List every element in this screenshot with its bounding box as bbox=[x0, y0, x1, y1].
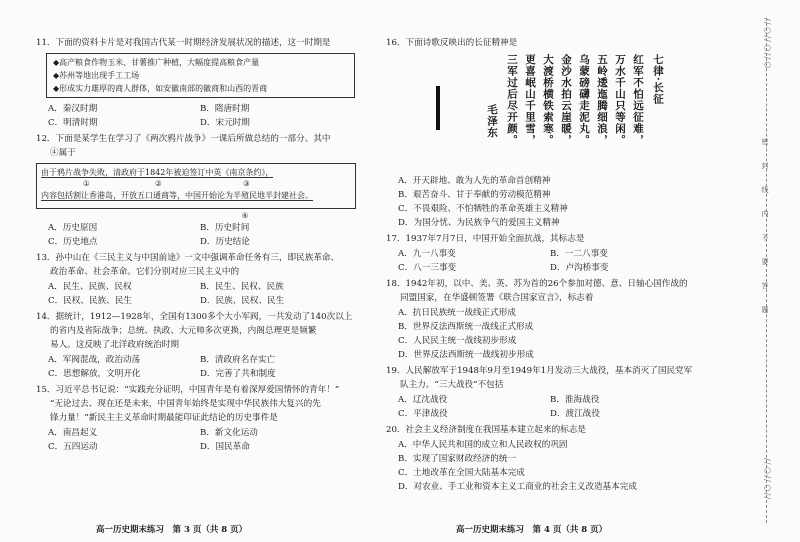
question-13-stem-cont: 政治革命、社会革命。它们分别对应三民主义中的 bbox=[50, 267, 240, 277]
poem-column: 大渡桥横铁索寒。 bbox=[542, 54, 554, 146]
question-12-options bbox=[36, 221, 358, 249]
option-a: A．军阀混战，政治动荡 bbox=[48, 355, 141, 365]
option-c: C．思想解放，文明开化 bbox=[48, 369, 141, 379]
option-d: D．为国分忧、为民族争气的爱国主义精神 bbox=[398, 218, 560, 228]
question-18-stem: 18．1942年初，以中、美、英、苏为首的26个参加对德、意、日轴心国作战的 bbox=[386, 279, 688, 289]
option-a: A．抗日民族统一战线正式形成 bbox=[398, 308, 516, 318]
poem-column: 五岭逶迤腾细浪， bbox=[596, 54, 608, 146]
question-18-stem-cont: 同盟国家，在华盛顿签署《联合国家宣言》，标志着 bbox=[400, 293, 594, 303]
seal-text: 密 封 线 内 不 要 答 题 bbox=[761, 138, 769, 318]
question-15-stem: 15．习近平总书记说：“实践充分证明，中国青年是有着深厚爱国情怀的青年！” bbox=[36, 385, 340, 395]
option-d: D．历史结论 bbox=[200, 237, 250, 247]
question-17-options bbox=[386, 247, 704, 275]
question-11-stem: 11．下面的资料卡片是对我国古代某一时期经济发展状况的描述，这一时期是 bbox=[36, 38, 331, 48]
option-c: C．土地改革在全国大陆基本完成 bbox=[398, 468, 525, 478]
poem-column: 更喜岷山千里雪， bbox=[524, 54, 536, 146]
marker-1: ① bbox=[83, 179, 90, 188]
option-c: C．平津战役 bbox=[398, 409, 448, 419]
poem-author: 毛泽东 bbox=[486, 104, 498, 139]
poem-column: 乌蒙磅礴走泥丸。 bbox=[578, 54, 590, 146]
option-c: C．人民民主统一战线初步形成 bbox=[398, 336, 517, 346]
question-16 bbox=[386, 36, 704, 230]
summary-box bbox=[36, 163, 356, 209]
info-card-line: ◆苏州等地出现手工工场 bbox=[53, 71, 140, 80]
option-d: D．卢沟桥事变 bbox=[550, 263, 609, 273]
option-a: A．九一八事变 bbox=[398, 249, 456, 259]
question-12-stem-cont: ④属于 bbox=[50, 148, 76, 158]
option-c: C．民权、民族、民生 bbox=[48, 296, 132, 306]
question-13-stem: 13．孙中山在《三民主义与中国前途》一文中强调革命任务有三，即民族革命、 bbox=[36, 253, 340, 263]
option-a: A．秦汉时期 bbox=[48, 104, 98, 114]
marker-3: ③ bbox=[243, 179, 250, 188]
option-d: D．完善了共和制度 bbox=[200, 369, 276, 379]
page-footer-left: 高一历史期末练习 第 3 页（共 8 页） bbox=[96, 525, 248, 535]
option-b: B．实现了国家财政经济的统一 bbox=[398, 454, 517, 464]
option-b: B．隋唐时期 bbox=[200, 104, 250, 114]
info-card-line: ◆高产粮食作物玉米、甘薯推广种植，大幅度提高粮食产量 bbox=[53, 58, 260, 67]
question-12 bbox=[36, 132, 358, 249]
question-20-options bbox=[386, 438, 704, 494]
summary-line-2: 内容包括割让香港岛，开放五口通商等，中国开始沦为半殖民地半封建社会。 bbox=[41, 191, 313, 200]
option-b: B．清政府名存实亡 bbox=[200, 355, 276, 365]
option-c: C．历史地点 bbox=[48, 237, 98, 247]
option-a: A．历史原因 bbox=[48, 223, 98, 233]
option-d: D．对农业、手工业和资本主义工商业的社会主义改造基本完成 bbox=[398, 482, 637, 492]
option-a: A．中华人民共和国的成立和人民政权的巩固 bbox=[398, 440, 568, 450]
seal-marks-top: //○//○//○ bbox=[763, 18, 772, 71]
option-d: D．渡江战役 bbox=[550, 409, 600, 419]
page-footer-right: 高一历史期末练习 第 4 页（共 8 页） bbox=[456, 525, 608, 535]
summary-line-1: 由于鸦片战争失败，清政府于1842年被迫签订中英《南京条约》， bbox=[41, 168, 274, 177]
poem-column: 七律·长征 bbox=[652, 54, 664, 105]
question-18 bbox=[386, 277, 704, 362]
question-13 bbox=[36, 251, 358, 308]
option-a: A．开天辟地、敢为人先的革命首创精神 bbox=[398, 176, 551, 186]
seal-strip bbox=[716, 18, 788, 523]
question-17-stem: 17．1937年7月7日，中国开始全面抗战，其标志是 bbox=[386, 234, 585, 244]
question-12-stem: 12．下面是某学生在学习了《两次鸦片战争》一课后所做总结的一部分。其中 bbox=[36, 134, 331, 144]
question-16-stem: 16．下面诗歌反映出的长征精神是 bbox=[386, 38, 518, 48]
question-18-options bbox=[386, 306, 704, 362]
poem-seal-bar bbox=[436, 86, 440, 130]
question-11-options bbox=[36, 102, 358, 130]
option-d: D．民族、民权、民生 bbox=[200, 296, 285, 306]
option-c: C．不畏艰险、不怕牺牲的革命英雄主义精神 bbox=[398, 204, 568, 214]
option-a: A．民生、民族、民权 bbox=[48, 282, 132, 292]
seal-marks-bottom: //○//○// bbox=[763, 458, 772, 501]
option-c: C．明清时期 bbox=[48, 118, 98, 128]
question-19-stem: 19．人民解放军于1948年9月至1949年1月发动三大战役，基本消灭了国民党军 bbox=[386, 366, 693, 376]
question-14-stem-cont: 易人。这反映了北洋政府统治时期 bbox=[50, 340, 179, 350]
question-17 bbox=[386, 232, 704, 275]
question-19-stem-cont: 队主力。“三大战役”不包括 bbox=[400, 380, 504, 390]
question-15-options bbox=[36, 426, 358, 454]
question-19 bbox=[386, 364, 704, 421]
info-card bbox=[46, 53, 355, 98]
option-d: D．宋元时期 bbox=[200, 118, 250, 128]
option-b: B．世界反法西斯统一战线正式形成 bbox=[398, 322, 534, 332]
question-19-options bbox=[386, 393, 704, 421]
option-b: B．艰苦奋斗、甘于奉献的劳动模范精神 bbox=[398, 190, 551, 200]
question-16-options bbox=[386, 174, 704, 230]
option-c: C．五四运动 bbox=[48, 442, 98, 452]
question-15-stem-cont: 锋力量！”新民主主义革命时期最能印证此结论的历史事件是 bbox=[50, 413, 278, 423]
question-11 bbox=[36, 36, 358, 130]
question-20-stem: 20．社会主义经济制度在我国基本建立起来的标志是 bbox=[386, 425, 586, 435]
option-d: D．国民革命 bbox=[200, 442, 250, 452]
option-a: A．南昌起义 bbox=[48, 428, 98, 438]
option-b: B．民生、民权、民族 bbox=[200, 282, 284, 292]
option-b: B．一二八事变 bbox=[550, 249, 608, 259]
poem-column: 金沙水拍云崖暖， bbox=[560, 54, 572, 146]
option-b: B．淮海战役 bbox=[550, 395, 600, 405]
question-14-stem: 14．据统计，1912—1928年，全国有1300多个大小军阀，一共发动了140次以上 bbox=[36, 312, 353, 322]
info-card-line: ◆形成实力雄厚的商人群体，如安徽南部的徽商和山西的晋商 bbox=[53, 84, 268, 93]
left-column bbox=[36, 36, 358, 456]
poem-column: 万水千山只等闲。 bbox=[614, 54, 626, 146]
question-14 bbox=[36, 310, 358, 381]
option-c: C．八一三事变 bbox=[398, 263, 457, 273]
marker-4: ④ bbox=[241, 211, 249, 220]
question-15-stem-cont: “无论过去、现在还是未来，中国青年始终是实现中华民族伟大复兴的先 bbox=[50, 399, 321, 409]
option-b: B．新文化运动 bbox=[200, 428, 258, 438]
question-13-options bbox=[36, 280, 358, 308]
option-b: B．历史时间 bbox=[200, 223, 250, 233]
option-a: A．辽沈战役 bbox=[398, 395, 448, 405]
right-column bbox=[386, 36, 704, 496]
question-20 bbox=[386, 423, 704, 494]
poem-column: 三军过后尽开颜。 bbox=[506, 54, 518, 146]
question-15 bbox=[36, 383, 358, 454]
poem-image bbox=[386, 52, 704, 170]
marker-2: ② bbox=[155, 179, 162, 188]
question-14-options bbox=[36, 353, 358, 381]
question-14-stem-cont: 的省内及省际战争；总统、执政、大元帅多次更换，内阁总理更是频繁 bbox=[50, 326, 317, 336]
poem-column: 红军不怕远征难， bbox=[632, 54, 644, 146]
option-d: D．世界反法西斯统一战线初步形成 bbox=[398, 350, 534, 360]
